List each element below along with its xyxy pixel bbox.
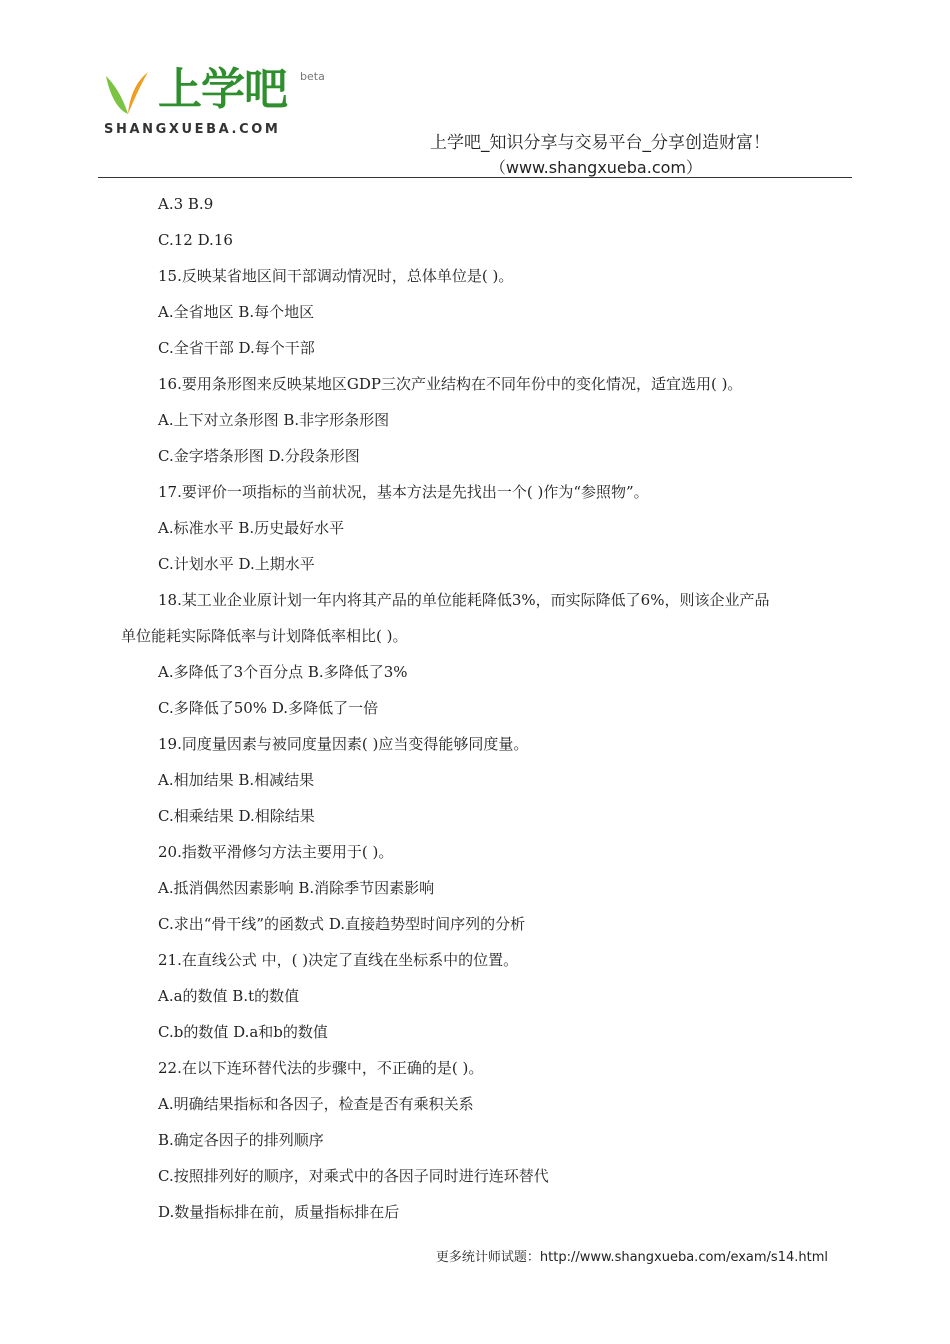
text-line: 20.指数平滑修匀方法主要用于( )。 xyxy=(158,843,394,861)
site-logo[interactable] xyxy=(100,62,340,142)
text-line: A.a的数值 B.t的数值 xyxy=(158,987,300,1005)
text-line: C.全省干部 D.每个干部 xyxy=(158,339,315,357)
text-line: A.3 B.9 xyxy=(158,195,214,213)
header-divider xyxy=(98,177,852,178)
text-line: D.数量指标排在前，质量指标排在后 xyxy=(158,1203,400,1221)
text-line: 18.某工业企业原计划一年内将其产品的单位能耗降低3%，而实际降低了6%，则该企业产品 xyxy=(158,591,770,609)
text-line: A.抵消偶然因素影响 B.消除季节因素影响 xyxy=(158,879,435,897)
header-title: 上学吧_知识分享与交易平台_分享创造财富！ xyxy=(430,133,770,153)
text-line: A.相加结果 B.相减结果 xyxy=(158,771,315,789)
leaf-logo-icon xyxy=(100,66,152,118)
text-line: A.明确结果指标和各因子，检查是否有乘积关系 xyxy=(158,1095,474,1113)
text-line: 15.反映某省地区间干部调动情况时，总体单位是( )。 xyxy=(158,267,514,285)
text-line: C.按照排列好的顺序，对乘式中的各因子同时进行连环替代 xyxy=(158,1167,549,1185)
text-line: 19.同度量因素与被同度量因素( )应当变得能够同度量。 xyxy=(158,735,529,753)
header-url[interactable]: （www.shangxueba.com） xyxy=(489,158,702,177)
text-line: 21.在直线公式 中，( )决定了直线在坐标系中的位置。 xyxy=(158,951,519,969)
text-line: C.求出“骨干线”的函数式 D.直接趋势型时间序列的分析 xyxy=(158,915,526,933)
footer-link[interactable]: 更多统计师试题：http://www.shangxueba.com/exam/s14.html xyxy=(435,1250,828,1265)
text-line: A.多降低了3个百分点 B.多降低了3% xyxy=(158,663,408,681)
text-line: C.多降低了50% D.多降低了一倍 xyxy=(158,699,379,717)
text-line: A.上下对立条形图 B.非字形条形图 xyxy=(158,411,390,429)
text-line: 单位能耗实际降低率与计划降低率相比( )。 xyxy=(121,627,408,645)
text-line: A.全省地区 B.每个地区 xyxy=(158,303,315,321)
text-line: C.b的数值 D.a和b的数值 xyxy=(158,1023,328,1041)
text-line: C.金字塔条形图 D.分段条形图 xyxy=(158,447,360,465)
text-line: C.相乘结果 D.相除结果 xyxy=(158,807,315,825)
text-line: C.计划水平 D.上期水平 xyxy=(158,555,315,573)
logo-beta-tag: beta xyxy=(300,70,325,83)
logo-domain: SHANGXUEBA.COM xyxy=(104,122,281,137)
text-line: B.确定各因子的排列顺序 xyxy=(158,1131,324,1149)
text-line: A.标准水平 B.历史最好水平 xyxy=(158,519,345,537)
text-line: 17.要评价一项指标的当前状况，基本方法是先找出一个( )作为“参照物”。 xyxy=(158,483,649,501)
logo-wordmark: 上学吧 xyxy=(158,64,287,115)
text-line: 22.在以下连环替代法的步骤中，不正确的是( )。 xyxy=(158,1059,484,1077)
text-line: C.12 D.16 xyxy=(158,231,233,249)
text-line: 16.要用条形图来反映某地区GDP三次产业结构在不同年份中的变化情况，适宜选用( )。 xyxy=(158,375,743,393)
exam-content xyxy=(0,186,950,1230)
